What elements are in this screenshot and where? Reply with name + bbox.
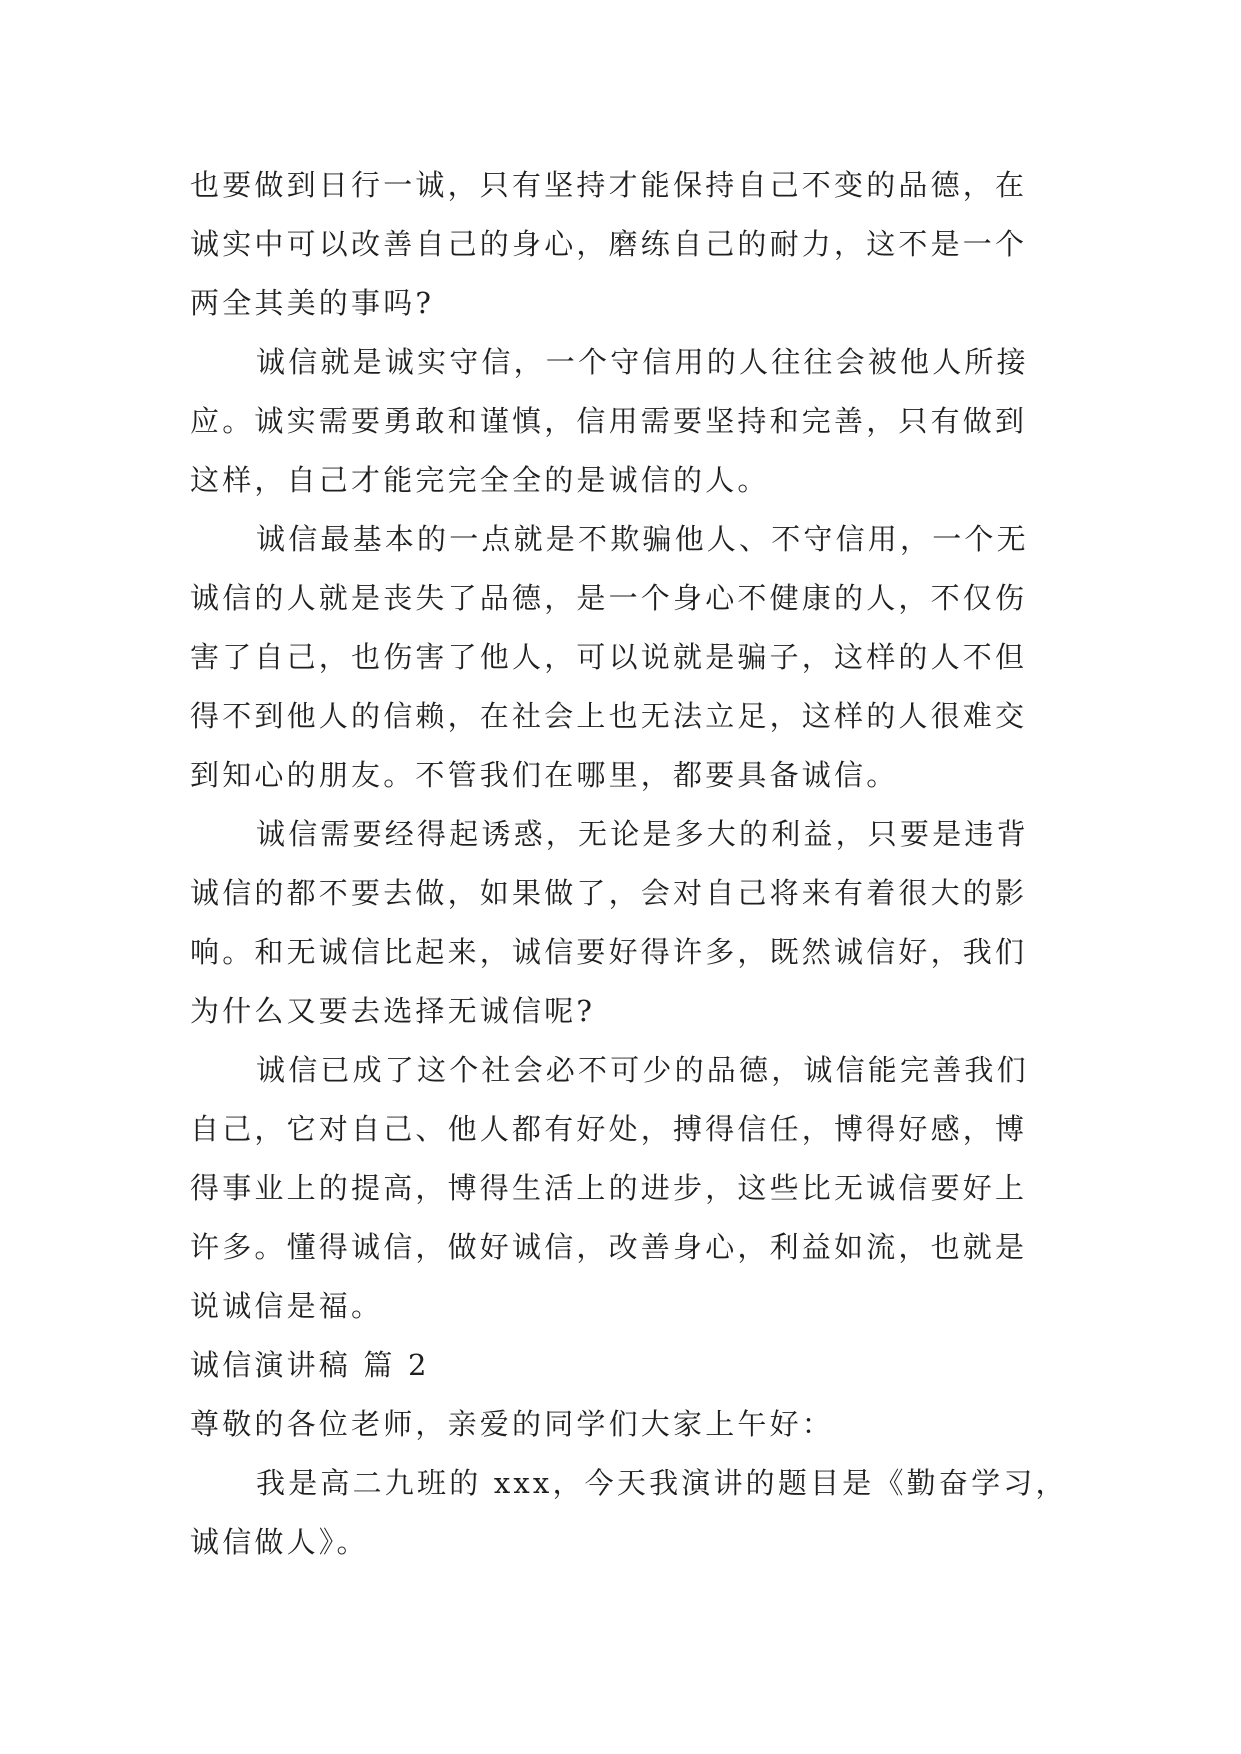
- text-line: 自己，它对自己、他人都有好处，搏得信任，博得好感，博: [190, 1112, 1028, 1146]
- paragraph-first-line: 诚信就是诚实守信，一个守信用的人往往会被他人所接: [256, 345, 1029, 379]
- text-line: 诚信的都不要去做，如果做了，会对自己将来有着很大的影: [190, 876, 1028, 910]
- text-line: 诚信做人》。: [190, 1525, 369, 1559]
- text-line: 诚实中可以改善自己的身心，磨练自己的耐力，这不是一个: [190, 227, 1028, 261]
- text-line: 到知心的朋友。不管我们在哪里，都要具备诚信。: [190, 758, 899, 792]
- text-line: 这样，自己才能完完全全的是诚信的人。: [190, 463, 770, 497]
- paragraph-first-line: 诚信需要经得起诱惑，无论是多大的利益，只要是违背: [256, 817, 1029, 851]
- text-line: 响。和无诚信比起来，诚信要好得许多，既然诚信好，我们: [190, 935, 1028, 969]
- document-body: [190, 156, 1068, 1572]
- text-line: 也要做到日行一诚，只有坚持才能保持自己不变的品德，在: [190, 168, 1028, 202]
- text-line: 许多。懂得诚信，做好诚信，改善身心，利益如流，也就是: [190, 1230, 1028, 1264]
- text-line: 得不到他人的信赖，在社会上也无法立足，这样的人很难交: [190, 699, 1028, 733]
- text-line: 害了自己，也伤害了他人，可以说就是骗子，这样的人不但: [190, 640, 1028, 674]
- text-line: 两全其美的事吗?: [190, 286, 435, 320]
- paragraph-first-line: 诚信最基本的一点就是不欺骗他人、不守信用，一个无: [256, 522, 1029, 556]
- text-line: 诚信的人就是丧失了品德，是一个身心不健康的人，不仅伤: [190, 581, 1028, 615]
- paragraph-first-line: 我是高二九班的 xxx，今天我演讲的题目是《勤奋学习，: [256, 1466, 1068, 1500]
- text-line: 诚信演讲稿 篇 2: [190, 1348, 430, 1382]
- text-line: 应。诚实需要勇敢和谨慎，信用需要坚持和完善，只有做到: [190, 404, 1028, 438]
- text-line: 尊敬的各位老师，亲爱的同学们大家上午好：: [190, 1407, 835, 1441]
- text-line: 得事业上的提高，博得生活上的进步，这些比无诚信要好上: [190, 1171, 1028, 1205]
- paragraph-first-line: 诚信已成了这个社会必不可少的品德，诚信能完善我们: [256, 1053, 1029, 1087]
- text-line: 为什么又要去选择无诚信呢?: [190, 994, 596, 1028]
- text-line: 说诚信是福。: [190, 1289, 384, 1323]
